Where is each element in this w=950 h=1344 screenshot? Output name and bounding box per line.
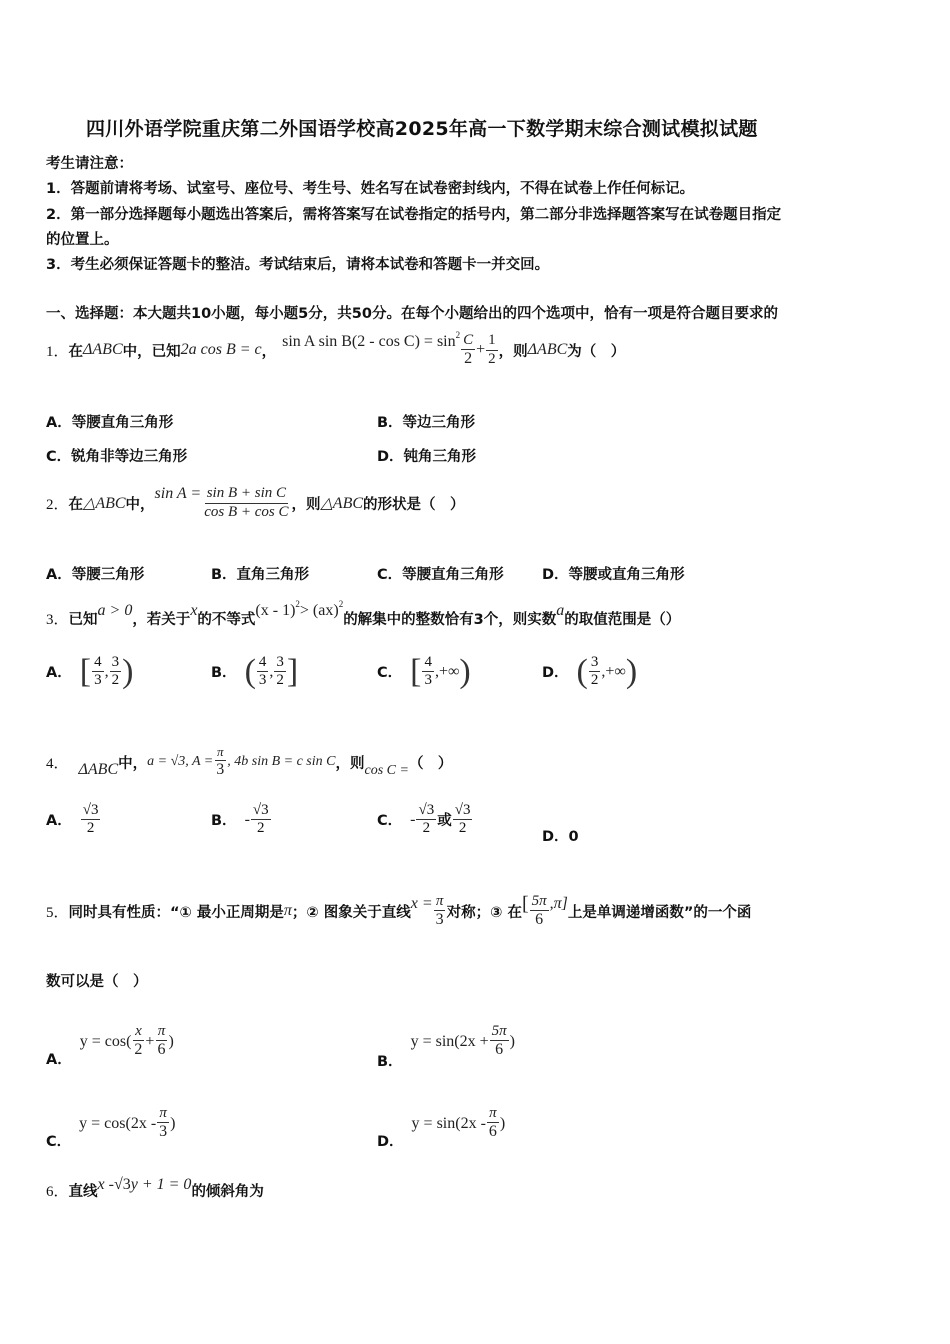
- q5-number: 5．: [46, 904, 69, 921]
- q3-inequality-left: (x - 1): [255, 602, 296, 619]
- q1-text-3: ，则: [498, 343, 528, 360]
- q4-text-2: ，则: [335, 755, 365, 772]
- q3-text-1: 已知: [68, 611, 98, 628]
- q1-option-a[interactable]: A．等腰直角三角形: [46, 415, 174, 431]
- q5-text-3: 对称；③ 在: [446, 904, 522, 921]
- question-1: [46, 328, 625, 372]
- q2-option-b[interactable]: B．直角三角形: [211, 567, 310, 583]
- q4-option-c[interactable]: C． - $\frac{√3}{2}$ 或 $\frac{√3}{2}$: [377, 802, 471, 837]
- q5-text-5: 数可以是（ ）: [46, 974, 148, 990]
- section-heading: 一、选择题：本大题共10小题，每小题5分，共50分。在每个小题给出的四个选项中，恰有一项是符合题目要求的: [46, 306, 778, 322]
- q2-option-d[interactable]: D．等腰或直角三角形: [542, 567, 685, 583]
- question-4: [46, 740, 452, 784]
- q5-option-b[interactable]: B． y = sin(2x + $\frac{5\pi}{6}$ ): [377, 1023, 515, 1070]
- q2-fraction: $\frac{\text{sin B + sin C}}{\text{cos B + cos C}}$: [204, 485, 289, 520]
- q1-text-1: 在: [68, 343, 84, 360]
- q5-interval-end: ,π]: [549, 895, 568, 912]
- q3-var-a: a: [556, 602, 565, 619]
- q3-text-5: 的取值范围是（）: [564, 611, 681, 628]
- q5-option-d[interactable]: D． y = sin(2x - $\frac{\pi}{6}$ ): [377, 1105, 506, 1150]
- notice-line-2a: 2．第一部分选择题每小题选出答案后，需将答案写在试卷指定的括号内，第二部分非选择题答案写在试卷题目指定: [46, 207, 782, 223]
- q2-text-4: 的形状是（ ）: [363, 496, 465, 513]
- q6-text-1: 直线: [68, 1183, 98, 1200]
- q5-text-2: ；② 图象关于直线: [291, 904, 411, 921]
- q5-pi: π: [283, 902, 292, 919]
- q2-text-1: 在: [68, 496, 84, 513]
- q4-ask: cos C =: [364, 763, 409, 778]
- q4-triangle: ΔABC: [78, 761, 119, 778]
- q4-fraction-pi-3: $\frac{\pi}{3}$: [216, 743, 225, 778]
- q5-fraction-pi-3: $\frac{\pi}{3}$: [435, 892, 444, 928]
- q3-number: 3．: [46, 611, 69, 628]
- q5-text-4: 上是单调递增函数”的一个函: [567, 904, 752, 921]
- notice-line-3: 3．考生必须保证答题卡的整洁。考试结束后，请将本试卷和答题卡一并交回。: [46, 257, 550, 273]
- q1-option-b[interactable]: B．等边三角形: [377, 415, 476, 431]
- q3-option-a[interactable]: A． [ $\frac{4}{3}$ , $\frac{3}{2}$ ): [46, 652, 134, 690]
- q3-inequality-right: > (ax): [299, 602, 339, 619]
- notice-heading: 考生请注意：: [46, 156, 133, 172]
- q2-option-a[interactable]: A．等腰三角形: [46, 567, 145, 583]
- question-2: [46, 478, 465, 528]
- q6-eq-part-2: y + 1 = 0: [130, 1176, 192, 1193]
- q3-var-x: x: [190, 602, 198, 619]
- q4-condition-1: a = √3, A =: [147, 754, 214, 769]
- q1-condition-1: 2a cos B = c: [180, 341, 262, 358]
- q4-number: 4．: [46, 755, 69, 772]
- q1-fraction-1-over-2: $\frac{1}{2}$: [488, 332, 496, 367]
- q1-triangle-2: ΔABC: [527, 341, 568, 358]
- q6-sqrt-3: √3: [113, 1176, 131, 1193]
- q5-fraction-5pi-6: $\frac{5\pi}{6}$: [531, 892, 547, 928]
- q4-option-d[interactable]: D．0: [542, 829, 579, 845]
- q5-option-a[interactable]: A． y = cos( $\frac{x}{2}$ + $\frac{\pi}{6}$ ): [46, 1023, 174, 1068]
- q1-fraction-c-over-2: $\frac{C}{2}$: [463, 331, 474, 367]
- q5-left-bracket: [: [521, 892, 529, 915]
- q2-text-3: ，则: [291, 496, 321, 513]
- question-5: [46, 886, 751, 936]
- q1-square: 2: [455, 330, 461, 340]
- q2-option-c[interactable]: C．等腰直角三角形: [377, 567, 504, 583]
- q2-number: 2．: [46, 496, 69, 513]
- q1-option-c[interactable]: C．锐角非等边三角形: [46, 449, 188, 465]
- q4-condition-2: , 4b sin B = c sin C: [227, 754, 336, 769]
- q2-triangle: △ABC: [83, 495, 126, 512]
- q1-comma: ，: [261, 343, 277, 360]
- q4-text-3: （ ）: [408, 755, 453, 772]
- q3-option-b[interactable]: B． ( $\frac{4}{3}$ , $\frac{3}{2}$ ]: [211, 652, 299, 690]
- q4-text-1: 中，: [118, 755, 148, 772]
- q6-number: 6．: [46, 1183, 69, 1200]
- notice-line-1: 1．答题前请将考场、试室号、座位号、考生号、姓名写在试卷密封线内，不得在试卷上作任何标记。: [46, 181, 695, 197]
- question-3: [46, 598, 680, 638]
- q3-text-4: 的解集中的整数恰有3个，则实数: [343, 611, 557, 628]
- q3-option-c[interactable]: C． [ $\frac{4}{3}$ ,+∞ ): [377, 652, 471, 690]
- q1-text-2: 中，已知: [122, 343, 181, 360]
- question-6: [46, 1172, 264, 1208]
- q3-option-d[interactable]: D． ( $\frac{3}{2}$ ,+∞ ): [542, 652, 638, 690]
- q3-condition: a > 0: [97, 602, 133, 619]
- q1-condition-2: sin A sin B(2 - cos C) = sin: [282, 333, 456, 350]
- q4-option-b[interactable]: B． - $\frac{√3}{2}$: [211, 802, 269, 837]
- q6-eq-part-1: x -: [97, 1176, 114, 1193]
- page-title: 四川外语学院重庆第二外国语学校高2025年高一下数学期末综合测试模拟试题: [86, 118, 758, 140]
- q1-triangle: ΔABC: [83, 341, 123, 358]
- q3-square-1: 2: [295, 599, 300, 609]
- q2-triangle-2: △ABC: [320, 495, 364, 512]
- q1-option-d[interactable]: D．钝角三角形: [377, 449, 477, 465]
- q1-text-4: 为（ ）: [567, 343, 626, 360]
- q3-text-2: ，若关于: [132, 611, 191, 628]
- q3-square-2: 2: [338, 599, 344, 609]
- q4-option-a[interactable]: A． $\frac{√3}{2}$: [46, 802, 99, 837]
- q6-text-2: 的倾斜角为: [191, 1183, 264, 1200]
- q5-text-1: 同时具有性质：“① 最小正周期是: [68, 904, 284, 921]
- notice-line-2b: 的位置上。: [46, 232, 119, 248]
- q5-option-c[interactable]: C． y = cos(2x - $\frac{\pi}{3}$ ): [46, 1105, 176, 1150]
- q5-x-eq: x =: [410, 895, 433, 912]
- q3-text-3: 的不等式: [197, 611, 256, 628]
- q2-lhs: sin A =: [154, 485, 202, 502]
- q2-text-2: 中，: [125, 496, 155, 513]
- q1-plus: +: [476, 341, 486, 358]
- q1-number: 1．: [46, 343, 69, 360]
